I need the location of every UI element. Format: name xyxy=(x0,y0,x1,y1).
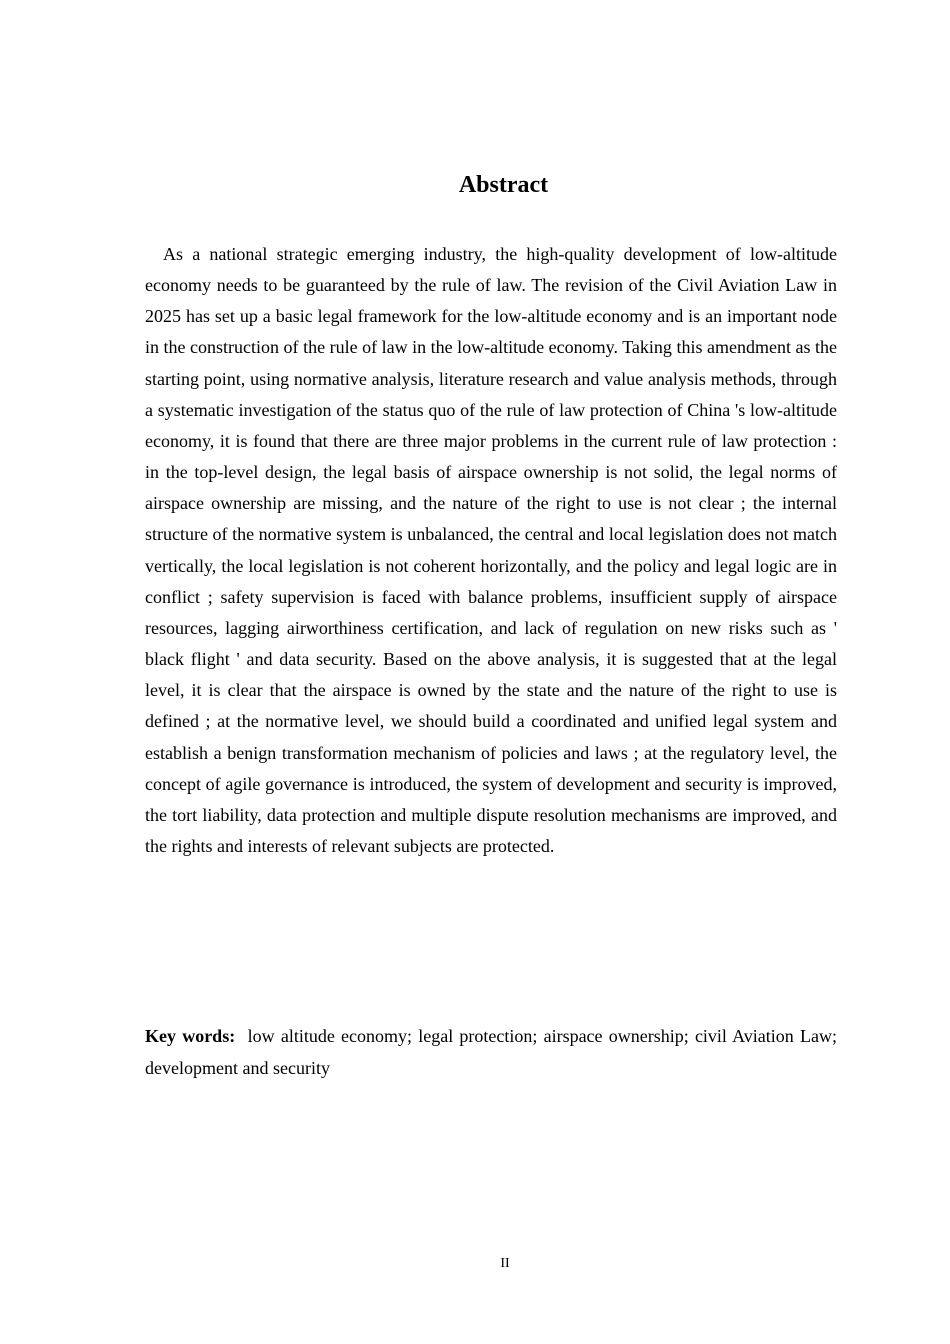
abstract-body: As a national strategic emerging industry, the high-quality development of low-altitude economy needs to be guaranteed by the rule of law. The revision of the Civil Aviation Law in 2025 has set up a basic legal framework for the low-altitude economy and is an important node in the construction of the rule of law in the low-altitude economy. Taking this amendment as the starting point, using normative analysis, literature research and value analysis methods, through a systematic investigation of the status quo of the rule of law protection of China 's low-altitude economy, it is found that there are three major problems in the current rule of law protection : in the top-level design, the legal basis of airspace ownership is not solid, the legal norms of airspace ownership are missing, and the nature of the right to use is not clear ; the internal structure of the normative system is unbalanced, the central and local legislation does not match vertically, the local legislation is not coherent horizontally, and the policy and legal logic are in conflict ; safety supervision is faced with balance problems, insufficient supply of airspace resources, lagging airworthiness certification, and lack of regulation on new risks such as ' black flight ' and data security. Based on the above analysis, it is suggested that at the legal level, it is clear that the airspace is owned by the state and the nature of the right to use is defined ; at the normative level, we should build a coordinated and unified legal system and establish a benign transformation mechanism of policies and laws ; at the regulatory level, the concept of agile governance is introduced, the system of development and security is improved, the tort liability, data protection and multiple dispute resolution mechanisms are improved, and the rights and interests of relevant subjects are protected. xyxy=(145,244,837,856)
abstract-title: Abstract xyxy=(458,172,549,198)
keywords-label: Key words: xyxy=(145,1026,236,1046)
page-number: II xyxy=(500,1256,510,1271)
keywords-paragraph xyxy=(145,1020,837,1084)
keywords-list: low altitude economy; legal protection; airspace ownership; civil Aviation Law; development and security xyxy=(145,1026,837,1078)
